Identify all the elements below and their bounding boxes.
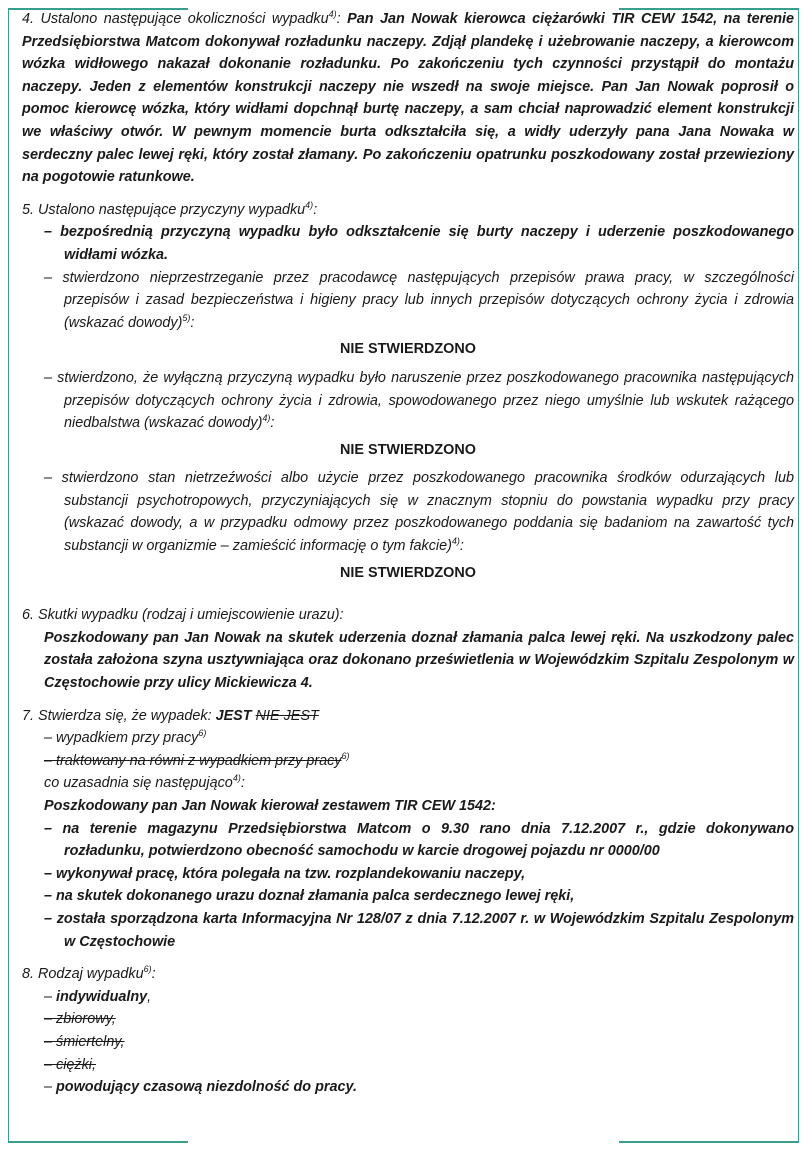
- option-work-accident: [22, 727, 794, 750]
- type-individual-dash: –: [44, 988, 57, 1005]
- justification-label: co uzasadnia się następująco$^{4)}$:: [44, 773, 245, 792]
- section-6-text: Poszkodowany pan Jan Nowak na skutek uderzenia doznał złamania palca lewej ręki. Na uszkodzony palec została założona szyna usztywniająca oraz dokonano prześwietlenia w Wojewódzkim Szpitalu Zespolonym w Częstochowie przy ulicy Mickiewicza 4.: [44, 629, 794, 692]
- justification-footnote: 4): [232, 773, 241, 784]
- type-individual: [22, 986, 794, 1009]
- not-found-2: NIE STWIERDZONO: [340, 441, 476, 458]
- justification-point: – na terenie magazynu Przedsiębiorstwa Matcom o 9.30 rano dnia 7.12.2007 r., gdzie dokonywano rozładunku, potwierdzono obecność samochodu w karcie drogowej pojazdu nr 0000/00: [44, 820, 794, 860]
- option-work-accident-text: – wypadkiem przy pracy: [44, 730, 199, 747]
- cause-employer: – stwierdzono nieprzestrzeganie przez pracodawcę następujących przepisów prawa pracy, w szczególności przepisów i zasad bezpieczeństwa i higieny pracy lub innych przepisów dotyczących ochrony życia i zdrowia (wskazać dowody)$^{5)}$:: [44, 269, 794, 331]
- not-found-1: NIE STWIERDZONO: [340, 341, 476, 358]
- type-temporary-text: powodujący czasową niezdolność do pracy.: [56, 1079, 357, 1096]
- bottom-left-rule: [8, 1141, 188, 1143]
- verdict-nie-jest: NIE JEST: [255, 707, 319, 724]
- section-5-footnote: 4): [305, 199, 314, 210]
- cause-intoxication: – stwierdzono stan nietrzeźwości albo użycie przez poszkodowanego pracownika środków odurzających lub substancji psychotropowych, przyczyniających się w znacznym stopniu do powstania wypadku przy pracy (wskazać dowody, a w przypadku odmowy przez poszkodowanego poddania się badaniom na zawartość tych substancji w organizmie – zamieścić informację o tym fakcie)$^{4)}$:: [44, 470, 794, 555]
- justification-point: – na skutek dokonanego urazu doznał złamania palca serdecznego lewej ręki,: [44, 888, 575, 905]
- section-4-footnote: 4): [328, 9, 337, 20]
- option-work-accident-footnote: 6): [198, 728, 207, 739]
- not-found-3: NIE STWIERDZONO: [340, 564, 476, 581]
- cause-employee: – stwierdzono, że wyłączną przyczyną wypadku było naruszenie przez poszkodowanego pracownika następujących przepisów dotyczących ochrony życia i zdrowia, spowodowanego przez niego umyślnie lub wskutek rażącego niedbalstwa (wskazać dowody)$^{4)}$:: [44, 369, 794, 432]
- type-fatal-text: – śmiertelny,: [44, 1033, 125, 1050]
- section-6-label: 6. Skutki wypadku (rodzaj i umiejscowienie urazu):: [22, 607, 344, 624]
- type-individual-text: indywidualny: [56, 988, 148, 1005]
- cause-employer-text: – stwierdzono nieprzestrzeganie przez pracodawcę następujących przepisów prawa pracy, w szczególności przepisów i zasad bezpieczeństwa i higieny pracy lub innych przepisów dotyczących ochrony życia i zdrowia (wskazać dowody): [44, 269, 794, 331]
- section-5-label: 5. Ustalono następujące przyczyny wypadku: [22, 201, 306, 218]
- verdict-jest: JEST: [215, 707, 252, 724]
- type-collective-text: – zbiorowy,: [44, 1011, 116, 1028]
- cause-employer-footnote: 5): [182, 312, 191, 323]
- type-temporary-incapacity: [22, 1076, 794, 1099]
- cause-intoxication-footnote: 4): [451, 536, 460, 547]
- type-severe-text: – ciężki,: [44, 1056, 96, 1073]
- type-collective: [22, 1008, 794, 1031]
- cause-employee-footnote: 4): [262, 413, 271, 424]
- type-individual-comma: ,: [147, 988, 152, 1005]
- section-8-heading: 8. Rodzaj wypadku$^{6)}$:: [22, 964, 156, 983]
- type-severe: [22, 1054, 794, 1077]
- section-4-text: Pan Jan Nowak kierowca ciężarówki TIR CEW 1542, na terenie Przedsiębiorstwa Matcom dokonywał rozładunku naczepy. Zdjął plandekę i użebrowanie naczepy, a kierowcom wózka widłowego nakazał dokonanie rozładunku. Po zakończeniu tych czynności przystąpił do montażu naczepy. Jeden z elementów konstrukcji naczepy nie wszedł na swoje miejsce. Pan Jan Nowak poprosił o pomoc kierowcę wózka, który widłami dopchnął burtę naczepy, a sam chciał naprowadzić element konstrukcji we właściwy otwór. W pewnym momencie burta odkształciła się, a widły uderzyły pana Jana Nowaka w serdeczny palec lewej ręki, który został złamany. Po zakończeniu opatrunku poszkodowany został przewieziony na pogotowie ratunkowe.: [22, 11, 794, 186]
- option-equivalent-footnote: 6): [341, 751, 350, 762]
- section-7-label: 7. Stwierdza się, że wypadek:: [22, 707, 212, 724]
- section-4: 4. Ustalono następujące okoliczności wypadku$^{4)}$: Pan Jan Nowak kierowca ciężarówki TIR CEW 1542, na terenie Przedsiębiorstwa Matcom dokonywał rozładunku naczepy. Zdjął plandekę i użebrowanie naczepy, a kierowcom wózka widłowego nakazał dokonanie rozładunku. Po zakończeniu tych czynności przystąpił do montażu naczepy. Jeden z elementów konstrukcji naczepy nie wszedł na swoje miejsce. Pan Jan Nowak poprosił o pomoc kierowcę wózka, który widłami dopchnął burtę naczepy, a sam chciał naprowadzić element konstrukcji we właściwy otwór. W pewnym momencie burta odkształciła się, a widły uderzyły pana Jana Nowaka w serdeczny palec lewej ręki, który został złamany. Po zakończeniu opatrunku poszkodowany został przewieziony na pogotowie ratunkowe.: [22, 9, 794, 186]
- option-equivalent-text: – traktowany na równi z wypadkiem przy pracy: [44, 752, 342, 769]
- bottom-right-rule: [619, 1141, 799, 1143]
- cause-employee-text: – stwierdzono, że wyłączną przyczyną wypadku było naruszenie przez poszkodowanego pracownika następujących przepisów dotyczących ochrony życia i zdrowia, spowodowanego przez niego umyślnie lub wskutek rażącego niedbalstwa (wskazać dowody): [44, 369, 794, 432]
- section-8-footnote: 6): [143, 964, 152, 975]
- justification-point: – wykonywał pracę, która polegała na tzw. rozplandekowaniu naczepy,: [44, 865, 526, 882]
- section-7-heading: [22, 705, 794, 728]
- section-4-label: 4. Ustalono następujące okoliczności wypadku: [22, 11, 329, 27]
- justification-intro: Poszkodowany pan Jan Nowak kierował zestawem TIR CEW 1542:: [44, 798, 496, 814]
- option-equivalent: [22, 750, 794, 773]
- cause-direct: – bezpośrednią przyczyną wypadku było odkształcenie się burty naczepy i uderzenie poszkodowanego widłami wózka.: [44, 224, 794, 263]
- form-content: [22, 8, 794, 1099]
- section-5-heading: 5. Ustalono następujące przyczyny wypadku$^{4)}$:: [22, 199, 318, 218]
- section-8-label: 8. Rodzaj wypadku: [22, 966, 144, 983]
- justification-point: – została sporządzona karta Informacyjna Nr 128/07 z dnia 7.12.2007 r. w Wojewódzkim Szpitalu Zespolonym w Częstochowie: [44, 910, 794, 950]
- justification-text: co uzasadnia się następująco: [44, 775, 233, 792]
- type-temporary-dash: –: [44, 1079, 57, 1096]
- type-fatal: [22, 1031, 794, 1054]
- cause-intoxication-text: – stwierdzono stan nietrzeźwości albo użycie przez poszkodowanego pracownika środków odurzających lub substancji psychotropowych, przyczyniających się w znacznym stopniu do powstania wypadku przy pracy (wskazać dowody, a w przypadku odmowy przez poszkodowanego poddania się badaniom na zawartość tych substancji w organizmie – zamieścić informację o tym fakcie): [44, 470, 794, 555]
